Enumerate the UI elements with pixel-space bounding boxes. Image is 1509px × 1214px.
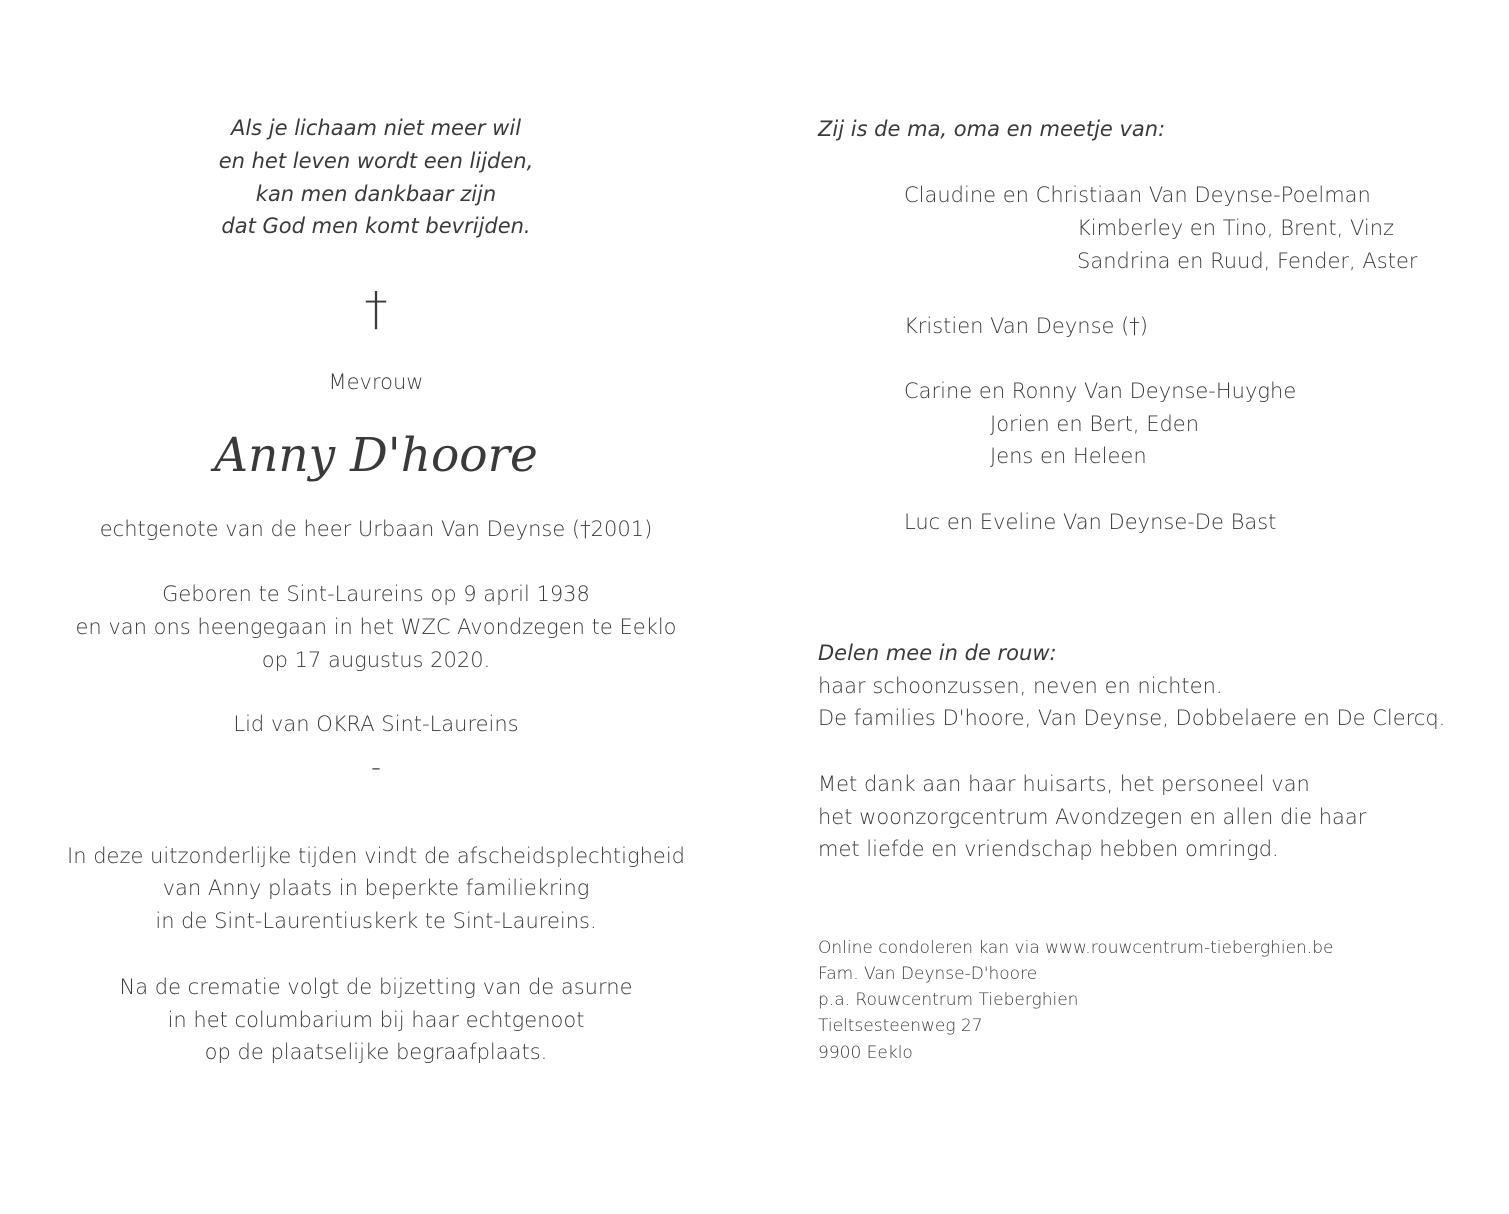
family-child: Kimberley en Tino, Brent, Vinz	[1077, 216, 1395, 240]
contact-line: Fam. Van Deynse-D'hoore	[818, 964, 1038, 984]
cross-icon: †	[364, 282, 388, 336]
separator: –	[371, 758, 381, 779]
mourning-intro: Delen mee in de rouw:	[818, 641, 1057, 665]
spouse-line: echtgenote van de heer Urbaan Van Deynse (†2001)	[99, 517, 653, 541]
poem-line: kan men dankbaar zijn	[255, 182, 497, 206]
family-parent: Kristien Van Deynse (†)	[904, 314, 1148, 338]
poem-line: dat God men komt bevrijden.	[221, 214, 531, 238]
ceremony-line: in de Sint-Laurentiuskerk te Sint-Laureins.	[155, 909, 597, 933]
family-parent: Luc en Eveline Van Deynse-De Bast	[904, 510, 1277, 534]
family-child: Sandrina en Ruud, Fender, Aster	[1077, 249, 1418, 273]
birth-death-line: op 17 augustus 2020.	[261, 648, 491, 672]
mourning-line: haar schoonzussen, neven en nichten.	[818, 674, 1223, 698]
birth-death-line: en van ons heengegaan in het WZC Avondzegen te Eeklo	[75, 615, 677, 639]
family-parent: Carine en Ronny Van Deynse-Huyghe	[904, 379, 1297, 403]
contact-line: Tieltsesteenweg 27	[818, 1016, 983, 1036]
contact-line: p.a. Rouwcentrum Tieberghien	[818, 990, 1079, 1010]
family-child: Jorien en Bert, Eden	[990, 412, 1200, 436]
contact-line: 9900 Eeklo	[818, 1043, 913, 1063]
poem-line: en het leven wordt een lijden,	[218, 149, 534, 173]
thanks-line: het woonzorgcentrum Avondzegen en allen die haar	[818, 805, 1367, 829]
thanks-line: Met dank aan haar huisarts, het personeel van	[818, 772, 1310, 796]
birth-death-line: Geboren te Sint-Laureins op 9 april 1938	[162, 582, 590, 606]
family-child: Jens en Heleen	[990, 444, 1147, 468]
family-parent: Claudine en Christiaan Van Deynse-Poelman	[904, 183, 1371, 207]
poem-line: Als je lichaam niet meer wil	[230, 116, 522, 140]
cremation-line: op de plaatselijke begraafplaats.	[204, 1040, 548, 1064]
cremation-line: in het columbarium bij haar echtgenoot	[167, 1008, 585, 1032]
ceremony-line: In deze uitzonderlijke tijden vindt de afscheidsplechtigheid	[67, 844, 685, 868]
cremation-line: Na de crematie volgt de bijzetting van de asurne	[119, 975, 633, 999]
ceremony-line: van Anny plaats in beperkte familiekring	[162, 876, 590, 900]
mourning-line: De families D'hoore, Van Deynse, Dobbelaere en De Clercq.	[818, 706, 1446, 730]
membership: Lid van OKRA Sint-Laureins	[233, 712, 519, 736]
deceased-name: Anny D'hoore	[214, 428, 538, 483]
contact-line: Online condoleren kan via www.rouwcentrum-tieberghien.be	[818, 938, 1334, 958]
thanks-line: met liefde en vriendschap hebben omringd.	[818, 837, 1279, 861]
title-prefix: Mevrouw	[328, 370, 424, 394]
family-intro: Zij is de ma, oma en meetje van:	[818, 117, 1166, 141]
